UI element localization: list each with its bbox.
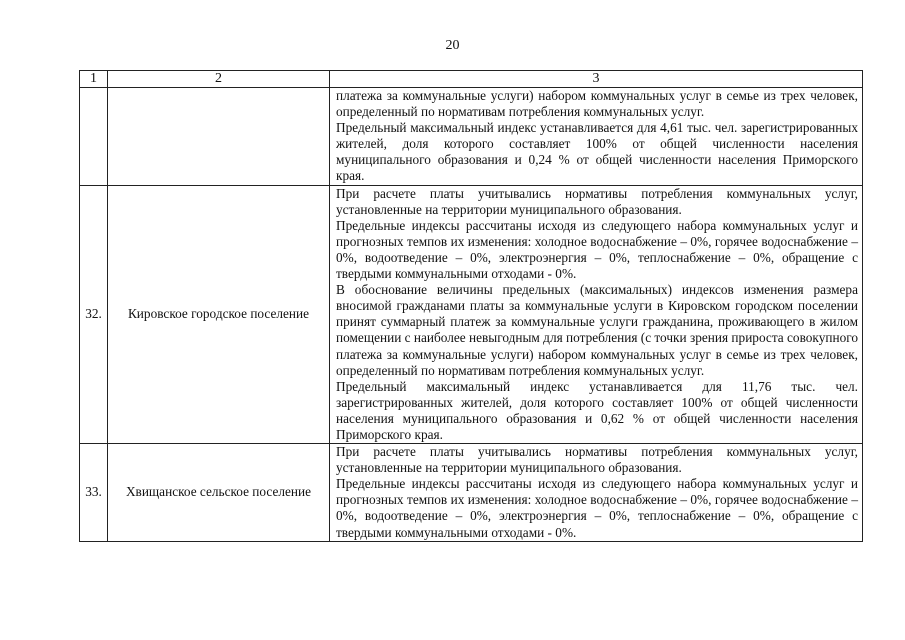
description-paragraph: Предельные индексы рассчитаны исходя из следующего набора коммунальных услуг и прогнозных темпов их изменения: холодное водоснабжение – 0%, горячее водоснабжение – 0%, водоотведение – 0%, электроэнергия – 0%, теплоснабжение – 0%, обращение с твердыми коммунальными отходами - 0%.	[336, 217, 858, 282]
description-paragraph: Предельный максимальный индекс устанавливается для 11,76 тыс. чел. зарегистрированных жителей, доля которого составляет 100% от общей численности населения муниципального образования и 0,62 % от общей численности населения Приморского края.	[336, 378, 858, 442]
description-paragraph: платежа за коммунальные услуги) набором коммунальных услуг в семье из трех человек, определенный по нормативам потребления коммунальных услуг.	[336, 88, 858, 120]
table-header-row	[80, 71, 863, 88]
description-paragraph: В обоснование величины предельных (максимальных) индексов изменения размера вносимой гражданами платы за коммунальные услуги в Кировском городском поселении принят суммарный платеж за коммунальные услуги гражданина, проживающего в жилом помещении с наиболее невыгодным для потребления (с точки зрения прироста совокупного платежа за коммунальные услуги) набором коммунальных услуг в семье из трех человек, определенный по нормативам потребления коммунальных услуг.	[336, 282, 858, 378]
header-cell-3: 3	[330, 71, 863, 88]
row-number: 33.	[80, 444, 108, 542]
header-cell-1: 1	[80, 71, 108, 88]
table-row	[80, 185, 863, 444]
description-cell	[330, 185, 863, 444]
municipality-name	[108, 88, 330, 186]
row-number: 32.	[80, 185, 108, 444]
description-paragraph: При расчете платы учитывались нормативы потребления коммунальных услуг, установленные на территории муниципального образования.	[336, 444, 858, 476]
table-row	[80, 88, 863, 186]
description-cell	[330, 88, 863, 186]
table-row	[80, 444, 863, 542]
header-cell-2: 2	[108, 71, 330, 88]
row-number	[80, 88, 108, 186]
description-paragraph: При расчете платы учитывались нормативы потребления коммунальных услуг, установленные на территории муниципального образования.	[336, 185, 858, 217]
municipality-name: Кировское городское поселение	[108, 185, 330, 444]
municipality-name: Хвищанское сельское поселение	[108, 444, 330, 542]
description-cell	[330, 444, 863, 542]
tariff-table	[79, 70, 863, 542]
page-number: 20	[445, 38, 460, 53]
description-paragraph: Предельный максимальный индекс устанавливается для 4,61 тыс. чел. зарегистрированных жителей, доля которого составляет 100% от общей численности населения муниципального образования и 0,24 % от общей численности населения Приморского края.	[336, 120, 858, 184]
description-paragraph: Предельные индексы рассчитаны исходя из следующего набора коммунальных услуг и прогнозных темпов их изменения: холодное водоснабжение – 0%, горячее водоснабжение – 0%, водоотведение – 0%, электроэнергия – 0%, теплоснабжение – 0%, обращение с твердыми коммунальными отходами - 0%.	[336, 476, 858, 540]
